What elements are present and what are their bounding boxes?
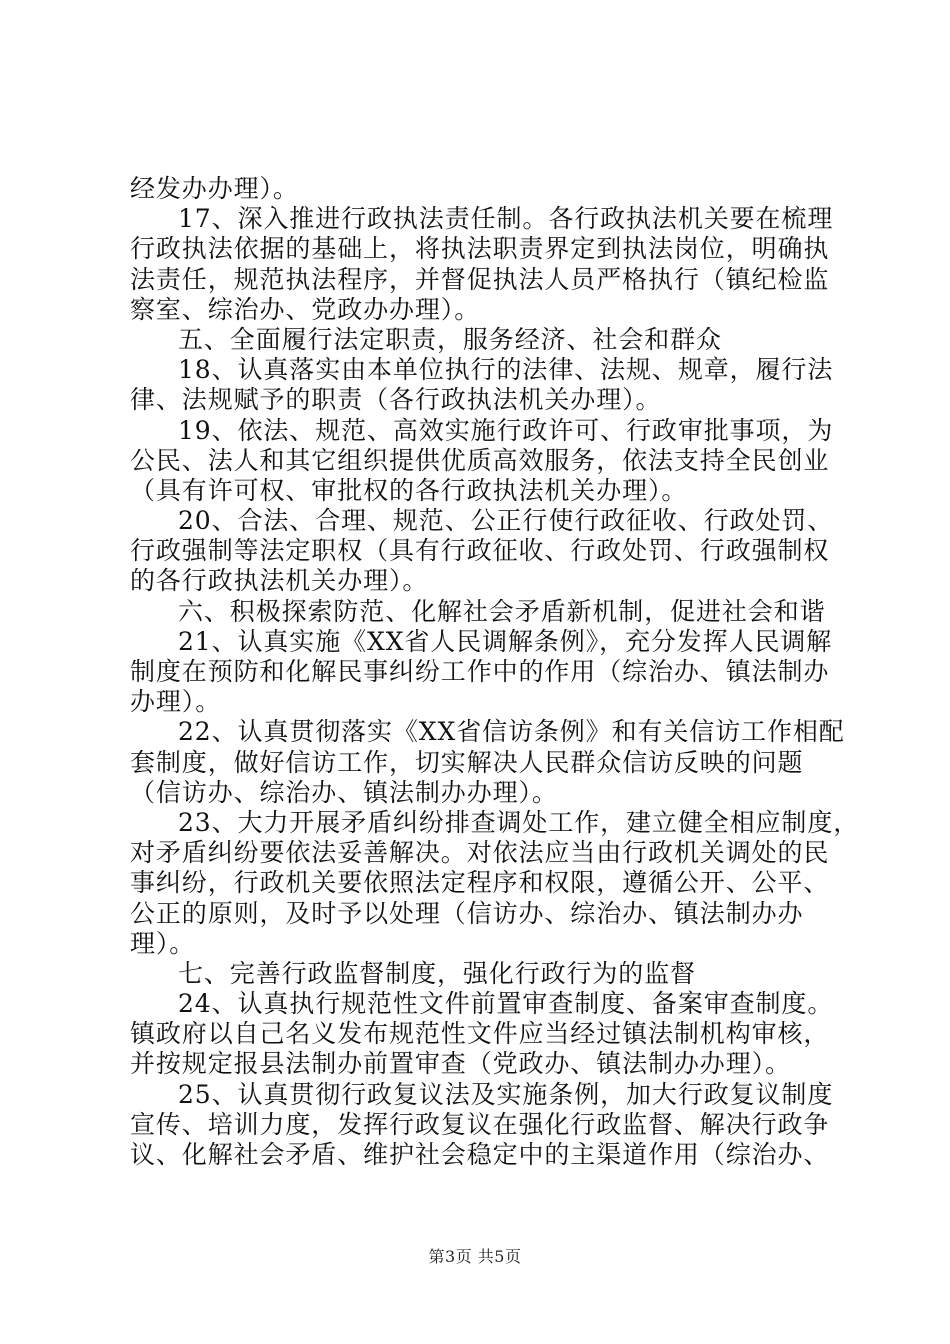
text-line: 25、认真贯彻行政复议法及实施条例，加大行政复议制度 (178, 1079, 834, 1109)
text-line: 理）。 (130, 928, 196, 958)
text-line: 七、完善行政监督制度，强化行政行为的监督 (178, 958, 697, 988)
text-line: （信访办、综治办、镇法制办办理）。 (130, 777, 558, 807)
text-line: 19、依法、规范、高效实施行政许可、行政审批事项，为 (178, 415, 834, 445)
text-line: 经发办办理）。 (130, 174, 299, 203)
text-line: 宣传、培训力度，发挥行政复议在强化行政监督、解决行政争 (130, 1109, 830, 1139)
text-line: 并按规定报县法制办前置审查（党政办、镇法制办办理）。 (130, 1049, 791, 1079)
text-line: 制度在预防和化解民事纠纷工作中的作用（综治办、镇法制办 (130, 657, 830, 686)
document-body (130, 174, 860, 1170)
text-line: 22、认真贯彻落实《XX省信访条例》和有关信访工作相配 (178, 717, 845, 747)
text-line: 办理）。 (130, 687, 222, 717)
text-line: 事纠纷，行政机关要依照法定程序和权限，遵循公开、公平、 (130, 868, 830, 898)
text-line: 行政强制等法定职权（具有行政征收、行政处罚、行政强制权 (130, 536, 830, 566)
text-line: 24、认真执行规范性文件前置审查制度、备案审查制度。 (178, 989, 834, 1019)
text-line: 察室、综治办、党政办办理）。 (130, 294, 481, 324)
text-line: 公正的原则，及时予以处理（信访办、综治办、镇法制办办 (130, 898, 804, 928)
text-line: 20、合法、合理、规范、公正行使行政征收、行政处罚、 (178, 506, 834, 536)
text-line: 的各行政执法机关办理）。 (130, 566, 429, 596)
text-line: 六、积极探索防范、化解社会矛盾新机制，促进社会和谐 (178, 596, 826, 626)
text-line: 21、认真实施《XX省人民调解条例》，充分发挥人民调解 (178, 626, 833, 656)
text-line: 对矛盾纠纷要依法妥善解决。对依法应当由行政机关调处的民 (130, 838, 830, 868)
text-line: 18、认真落实由本单位执行的法律、法规、规章，履行法 (178, 355, 834, 385)
text-line: 五、全面履行法定职责，服务经济、社会和群众 (178, 324, 722, 354)
text-line: 17、深入推进行政执法责任制。各行政执法机关要在梳理 (178, 204, 834, 234)
text-line: 套制度，做好信访工作，切实解决人民群众信访反映的问题 (130, 747, 804, 777)
text-line: 律、法规赋予的职责（各行政执法机关办理）。 (130, 385, 662, 415)
page-footer: 第3页 共5页 (428, 1247, 522, 1266)
text-line: 议、化解社会矛盾、维护社会稳定中的主渠道作用（综治办、 (130, 1140, 830, 1169)
text-line: 公民、法人和其它组织提供优质高效服务，依法支持全民创业 (130, 445, 830, 475)
text-line: 23、大力开展矛盾纠纷排查调处工作，建立健全相应制度， (178, 807, 860, 837)
text-line: 法责任，规范执法程序，并督促执法人员严格执行（镇纪检监 (130, 264, 830, 294)
text-line: （具有许可权、审批权的各行政执法机关办理）。 (130, 475, 688, 505)
text-line: 行政执法依据的基础上，将执法职责界定到执法岗位，明确执 (130, 234, 830, 264)
text-line: 镇政府以自己名义发布规范性文件应当经过镇法制机构审核， (130, 1019, 830, 1049)
